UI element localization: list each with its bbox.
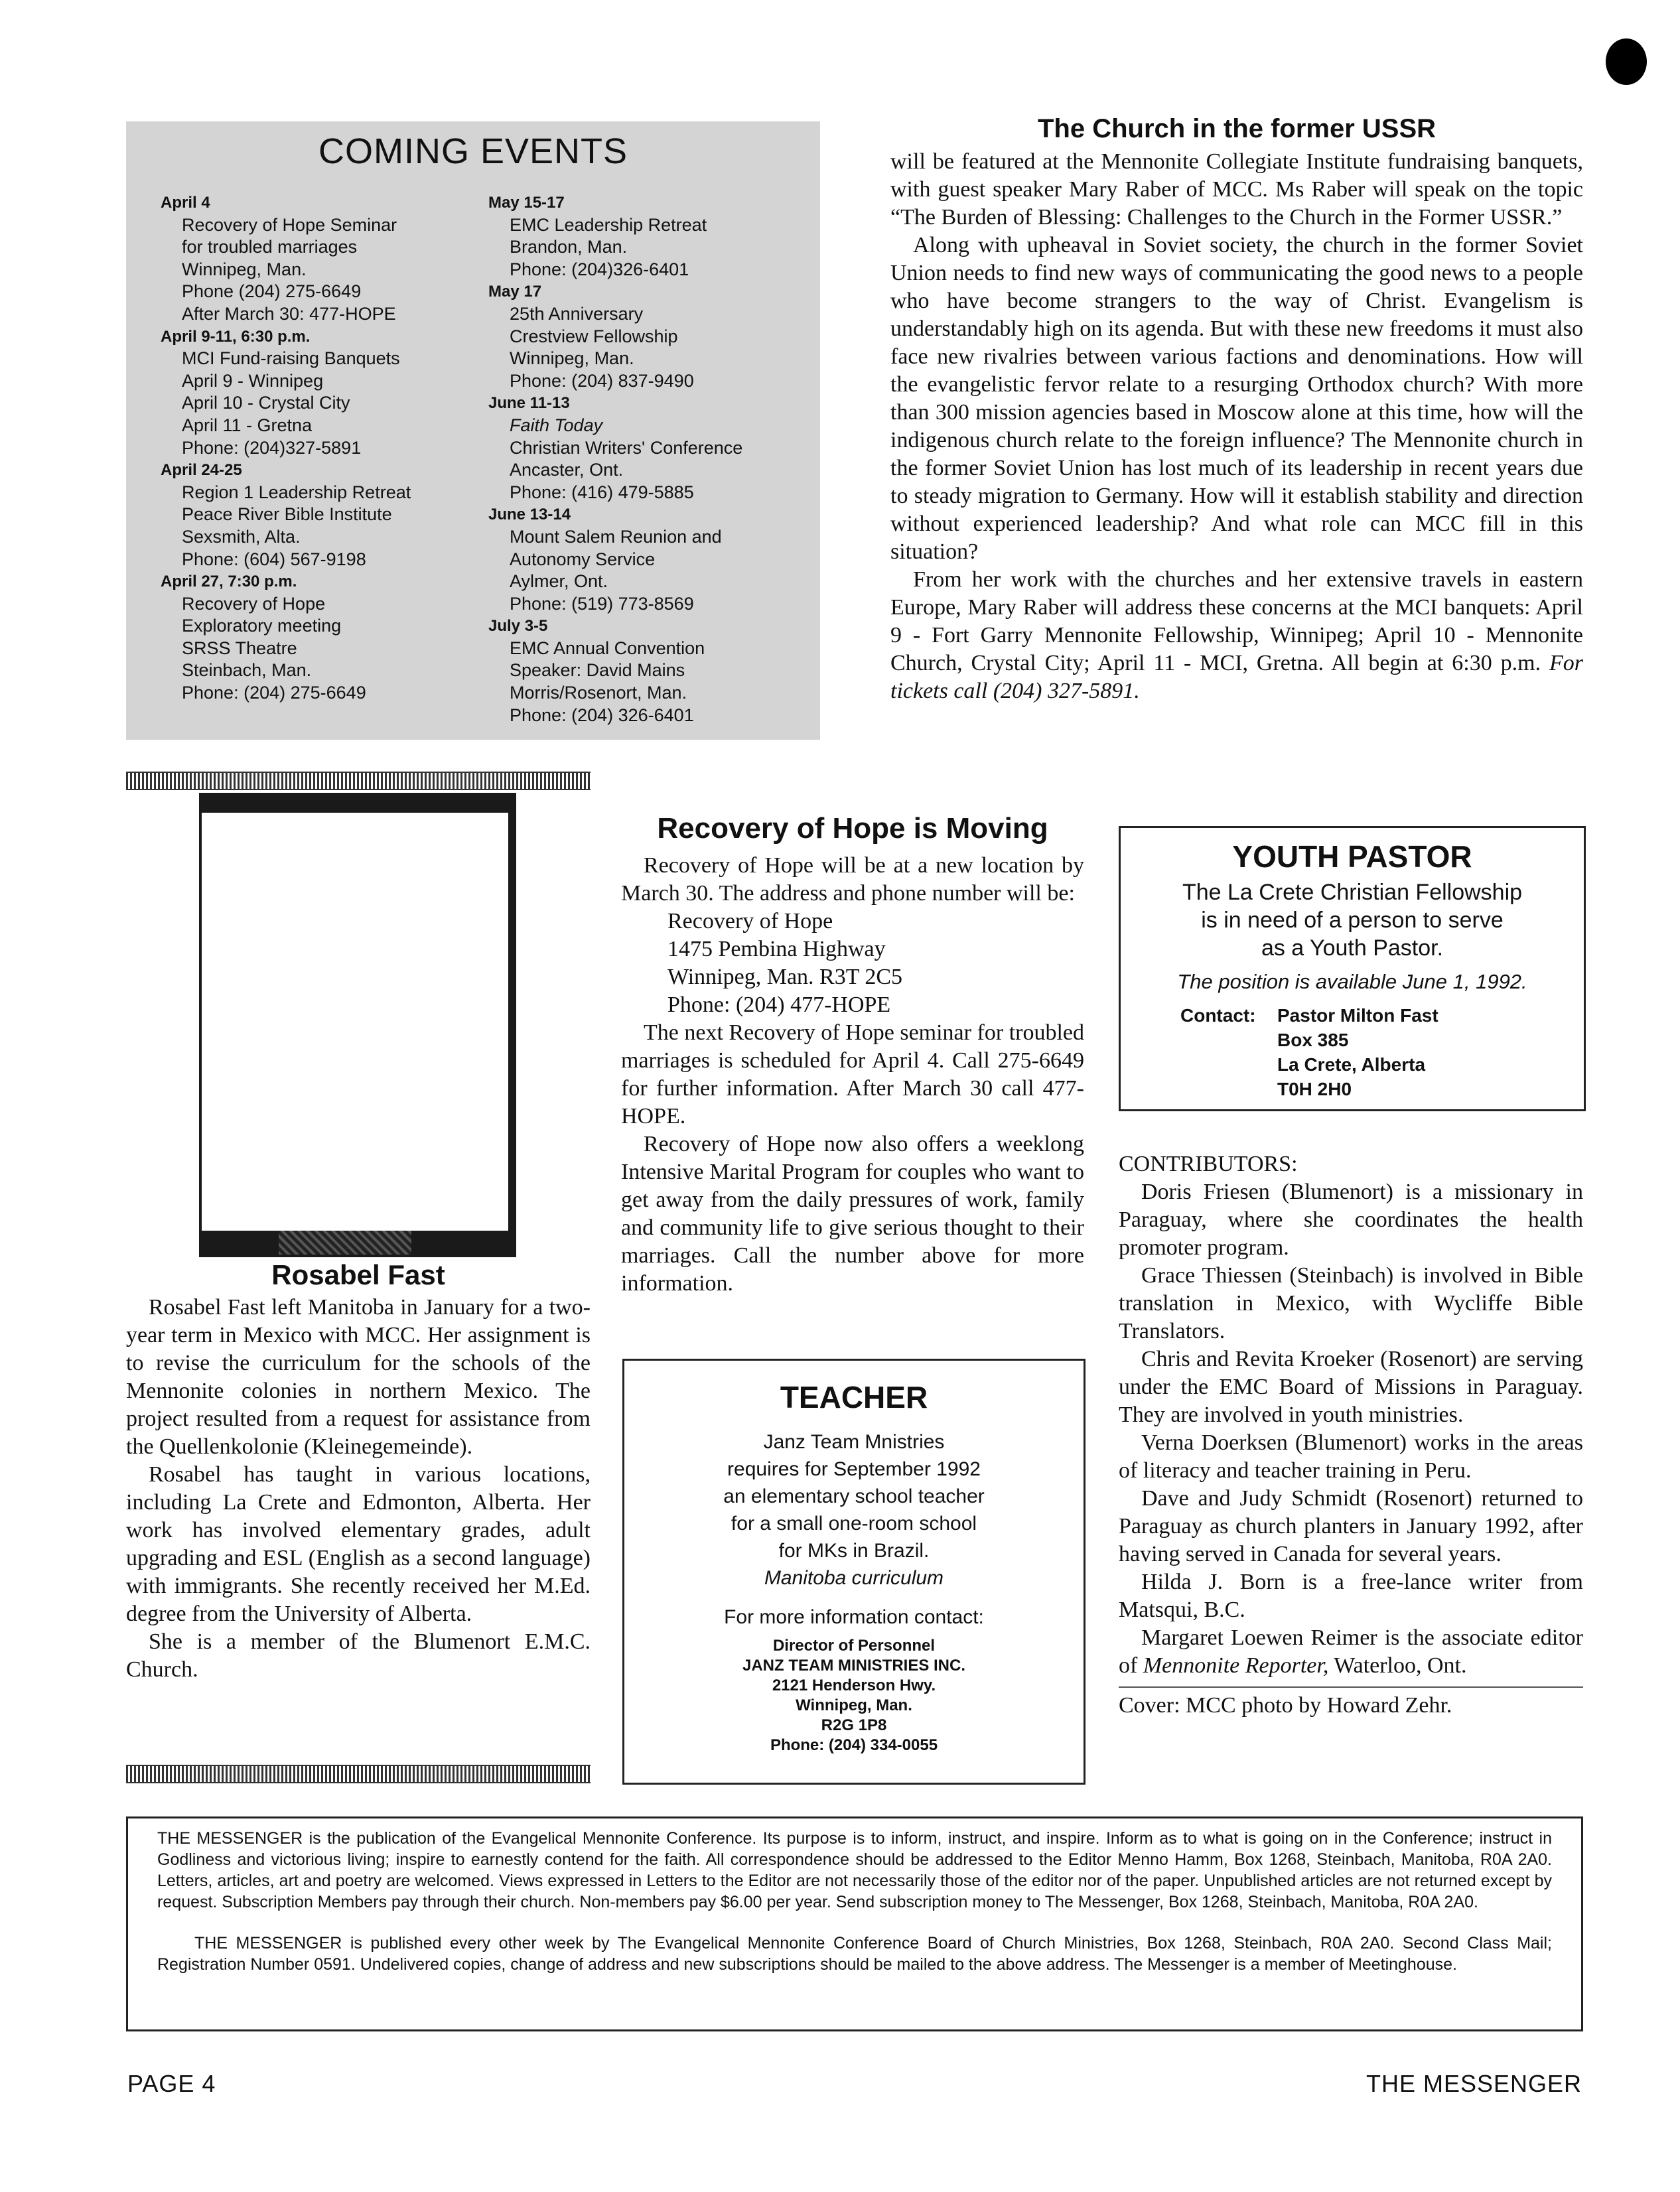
contributor-entry: Hilda J. Born is a free-lance writer from Matsqui, B.C. <box>1119 1570 1583 1622</box>
event-line: Steinbach, Man. <box>182 660 312 681</box>
event-date: April 27, 7:30 p.m. <box>161 573 297 591</box>
event-line: Recovery of Hope <box>182 593 326 614</box>
teacher-ad-line: for a small one-room school <box>731 1513 977 1535</box>
event-line: Phone: (416) 479-5885 <box>510 482 694 502</box>
event-line: Morris/Rosenort, Man. <box>510 683 687 703</box>
event-line: Recovery of Hope Seminar <box>182 214 397 235</box>
event-date: April 9-11, 6:30 p.m. <box>161 327 311 346</box>
event-date: May 15-17 <box>488 194 565 212</box>
recovery-paragraph: The next Recovery of Hope seminar for troubled marriages is scheduled for April 4. Call 275-6649 for further information. After March 30 call 477-HOPE. <box>621 1020 1084 1129</box>
event-line: EMC Annual Convention <box>510 638 705 658</box>
contributors-section <box>1119 1150 1583 1720</box>
event-line: Phone: (604) 567-9198 <box>182 549 366 569</box>
event-line: Phone: (204)326-6401 <box>510 259 689 279</box>
event-date: July 3-5 <box>488 617 548 636</box>
event-line: Sexsmith, Alta. <box>182 526 301 547</box>
contributor-entry: Dave and Judy Schmidt (Rosenort) returned to Paraguay as church planters in January 1992, after having served in Canada for several years. <box>1119 1486 1583 1566</box>
event-line: SRSS Theatre <box>182 638 297 658</box>
recovery-article <box>621 812 1084 1298</box>
event-date: May 17 <box>488 283 542 301</box>
event-line: Faith Today <box>510 415 603 435</box>
event-line: Christian Writers' Conference <box>510 437 743 458</box>
rosabel-photo <box>199 793 516 1257</box>
event-line: MCI Fund-raising Banquets <box>182 348 400 369</box>
youth-ad-line: The La Crete Christian Fellowship <box>1182 880 1523 905</box>
youth-ad-availability: The position is available June 1, 1992. <box>1177 970 1527 993</box>
recovery-intro: Recovery of Hope will be at a new location by March 30. The address and phone number will be: <box>621 853 1084 906</box>
rosabel-paragraph: Rosabel Fast left Manitoba in January for a two-year term in Mexico with MCC. Her assignment is to revise the curriculum for the schools of the Mennonite colonies in northern Mexico. The project resulted from a request for assistance from the Quellenkolonie (Kleinegemeinde). <box>126 1295 591 1459</box>
youth-pastor-ad <box>1119 826 1586 1111</box>
event-line: Phone: (204) 837-9490 <box>510 370 694 391</box>
event-line: Peace River Bible Institute <box>182 504 392 525</box>
youth-ad-line: is in need of a person to serve <box>1201 908 1504 933</box>
contributor-entry: Margaret Loewen Reimer is the associate editor of Mennonite Reporter, Waterloo, Ont. <box>1119 1625 1583 1678</box>
event-date: April 24-25 <box>161 461 242 480</box>
teacher-ad-line: for MKs in Brazil. <box>778 1540 930 1562</box>
event-date: June 13-14 <box>488 506 571 524</box>
event-line: Brandon, Man. <box>510 237 628 257</box>
publication-name: THE MESSENGER <box>1365 2070 1582 2097</box>
youth-ad-line: as a Youth Pastor. <box>1261 935 1444 961</box>
event-line: Phone: (204)327-5891 <box>182 437 362 458</box>
event-date: April 4 <box>161 194 210 212</box>
events-right-column <box>488 192 742 726</box>
binder-hole <box>1606 38 1647 85</box>
event-line: Winnipeg, Man. <box>510 348 634 369</box>
coming-events-title: COMING EVENTS <box>318 131 628 171</box>
event-line: Ancaster, Ont. <box>510 460 624 480</box>
event-date: June 11-13 <box>488 394 570 413</box>
ussr-article-body <box>890 148 1583 705</box>
event-line: Phone: (519) 773-8569 <box>510 593 694 614</box>
youth-ad-contact: Contact: Pastor Milton Fast Box 385 La Crete, Alberta T0H 2H0 <box>1180 1005 1438 1099</box>
youth-ad-title: YOUTH PASTOR <box>1232 839 1472 874</box>
teacher-ad-contact: Director of Personnel JANZ TEAM MINISTRIES INC. 2121 Henderson Hwy. Winnipeg, Man. R2G 1P8 Phone: (204) 334-0055 <box>742 1637 965 1754</box>
teacher-ad-line: requires for September 1992 <box>727 1458 981 1480</box>
event-line: Exploratory meeting <box>182 616 342 636</box>
ussr-paragraph: will be featured at the Mennonite Collegiate Institute fundraising banquets, with guest speaker Mary Raber of MCC. Ms Raber will speak on the topic “The Burden of Blessing: Challenges to the Church in the Former USSR.” <box>890 149 1583 230</box>
event-line: Autonomy Service <box>510 549 656 569</box>
rosabel-article <box>126 1259 591 1684</box>
event-line: Mount Salem Reunion and <box>510 526 722 547</box>
teacher-ad-line: Janz Team Mnistries <box>763 1431 945 1453</box>
contributor-entry: Chris and Revita Kroeker (Rosenort) are serving under the EMC Board of Missions in Paraguay. They are involved in youth ministries. <box>1119 1347 1583 1427</box>
recovery-paragraph: Recovery of Hope now also offers a weeklong Intensive Marital Program for couples who want to get away from the daily pressures of work, family and community life to give serious thought to their marriages. Call the number above for more information. <box>621 1132 1084 1296</box>
page-number: PAGE 4 <box>127 2070 216 2097</box>
ussr-article <box>890 114 1583 705</box>
masthead-box <box>126 1816 1583 2031</box>
photo-caption: Rosabel Fast <box>271 1259 445 1290</box>
masthead-paragraph: THE MESSENGER is published every other week by The Evangelical Mennonite Conference Board of Church Ministries, Box 1268, Steinbach, R0A 2A0. Second Class Mail; Registration Number 0591. Undelivered copies, change of address and new subscriptions should be mailed to the above address. The Messenger is a member of Meetinghouse. <box>157 1934 1552 1974</box>
event-line: 25th Anniversary <box>510 303 644 324</box>
events-left-column <box>161 192 411 705</box>
event-line: Phone: (204) 326-6401 <box>510 705 694 725</box>
recovery-title: Recovery of Hope is Moving <box>657 812 1048 845</box>
ussr-paragraph: From her work with the churches and her extensive travels in eastern Europe, Mary Raber will address these concerns at the MCI banquets: April 9 - Fort Garry Mennonite Fellowship, Winnipeg; April 10 - Mennonite Church, Crystal City; April 11 - MCI, Gretna. All begin at 6:30 p.m. For tickets call (204) 327-5891. <box>890 567 1583 703</box>
event-line: Region 1 Leadership Retreat <box>182 482 411 502</box>
teacher-ad-contact-intro: For more information contact: <box>724 1606 984 1628</box>
event-line: April 11 - Gretna <box>182 415 313 435</box>
masthead-paragraph: THE MESSENGER is the publication of the Evangelical Mennonite Conference. Its purpose is to inform, instruct, and inspire. Inform as to what is going on in the Conference; instruct in Godliness and victorious living; inspire to earnestly contend for the faith. All correspondence should be addressed to the Editor Menno Hamm, Box 1268, Steinbach, Manitoba, R0A 2A0. Letters, articles, art and poetry are welcomed. Views expressed in Letters to the Editor are not necessarily those of the editor nor of the paper. Unpublished articles are not returned except by request. Subscription Members pay through their church. Non-members pay $6.00 per year. Send subscription money to The Messenger, Box 1268, Steinbach, Manitoba, R0A 2A0. <box>157 1829 1552 1911</box>
event-line: April 9 - Winnipeg <box>182 370 324 391</box>
event-line: Phone: (204) 275-6649 <box>182 683 366 703</box>
teacher-ad-curriculum: Manitoba curriculum <box>764 1567 944 1589</box>
recovery-address: Recovery of Hope 1475 Pembina Highway Winnipeg, Man. R3T 2C5 Phone: (204) 477-HOPE <box>667 909 903 1017</box>
divider-bar <box>126 1765 591 1783</box>
event-line: Aylmer, Ont. <box>510 571 608 592</box>
ussr-article-title: The Church in the former USSR <box>1037 114 1436 143</box>
contributor-entry: Doris Friesen (Blumenort) is a missionary in Paraguay, where she coordinates the health promoter program. <box>1119 1180 1583 1260</box>
event-line: After March 30: 477-HOPE <box>182 303 396 324</box>
event-line: Phone (204) 275-6649 <box>182 281 362 302</box>
event-line: April 10 - Crystal City <box>182 393 350 413</box>
contributors-heading: CONTRIBUTORS: <box>1119 1152 1298 1176</box>
ticket-info: For tickets call (204) 327-5891. <box>890 651 1583 703</box>
event-line: Speaker: David Mains <box>510 660 685 681</box>
event-line: EMC Leadership Retreat <box>510 214 707 235</box>
event-line: Crestview Fellowship <box>510 326 678 346</box>
rosabel-paragraph: She is a member of the Blumenort E.M.C. Church. <box>126 1629 591 1682</box>
cover-credit: Cover: MCC photo by Howard Zehr. <box>1119 1686 1583 1720</box>
event-line: for troubled marriages <box>182 237 358 257</box>
event-line: Winnipeg, Man. <box>182 259 307 279</box>
coming-events-box <box>126 121 820 740</box>
ussr-paragraph: Along with upheaval in Soviet society, the church in the former Soviet Union needs to find new ways of communicating the good news to a people who have become strangers to the way of Christ. Evangelism is understandably high on its agenda. But with these new freedoms it must also face new rivalries between various factions and denominations. How will the evangelistic fervor relate to a resurging Orthodox church? With more than 300 mission agencies based in Moscow alone at this time, how will the indigenous church relate to the foreign influence? The Mennonite church in the former Soviet Union has lost much of its leadership in recent years due to steady migration to Germany. How will it establish stability and direction without experienced leadership? And what role can MCC fill in this situation? <box>890 233 1583 564</box>
contributor-entry: Verna Doerksen (Blumenort) works in the areas of literacy and teacher training in Peru. <box>1119 1430 1583 1483</box>
divider-bar <box>126 772 591 790</box>
teacher-ad-title: TEACHER <box>780 1380 928 1414</box>
contributor-entry: Grace Thiessen (Steinbach) is involved in Bible translation in Mexico, with Wycliffe Bible Translators. <box>1119 1263 1583 1343</box>
teacher-ad-line: an elementary school teacher <box>723 1485 985 1507</box>
rosabel-paragraph: Rosabel has taught in various locations, including La Crete and Edmonton, Alberta. Her work has involved elementary grades, adult upgrading and ESL (English as a second language) with immigrants. She recently received her M.Ed. degree from the University of Alberta. <box>126 1462 591 1626</box>
teacher-ad <box>622 1359 1085 1785</box>
